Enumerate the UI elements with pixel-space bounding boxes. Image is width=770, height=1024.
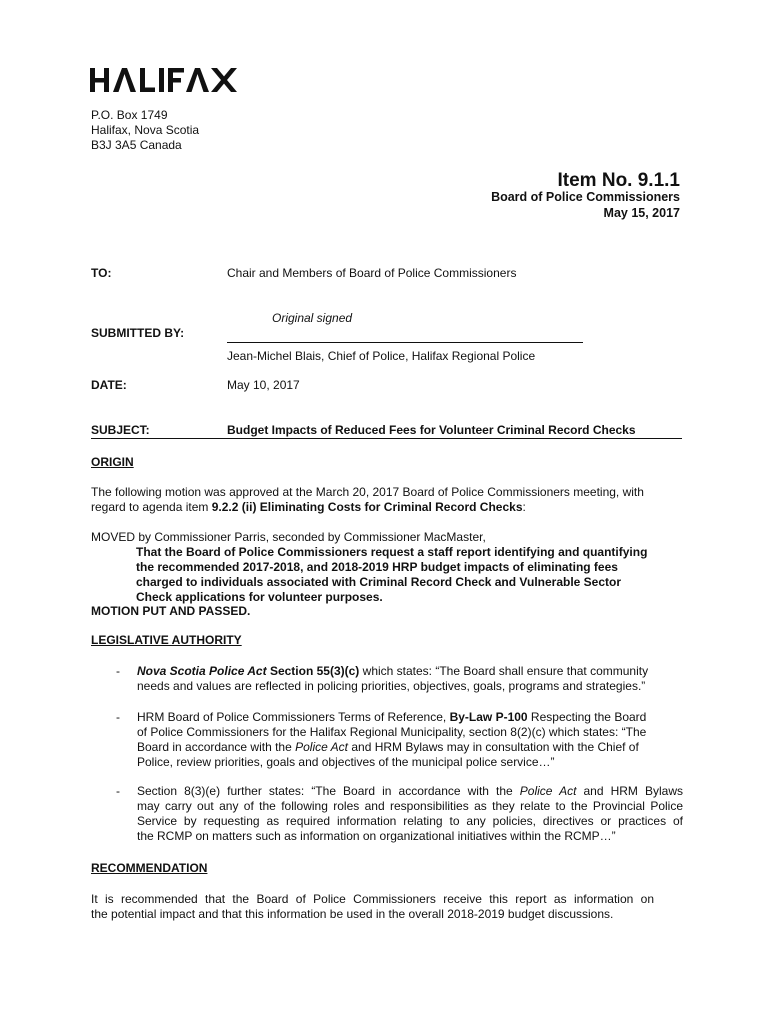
date-value: May 10, 2017 — [227, 378, 300, 392]
motion-line: Check applications for volunteer purposes. — [136, 590, 383, 604]
address-line: P.O. Box 1749 — [91, 108, 168, 122]
legislative-heading: LEGISLATIVE AUTHORITY — [91, 633, 242, 647]
recommendation-heading: RECOMMENDATION — [91, 861, 208, 875]
halifax-logo — [90, 62, 240, 96]
legislative-item-3: Section 8(3)(e) further states: “The Board in accordance with the Police Act and HRM Bylaws may carry out any of the following roles and responsibilities as they relate to the Provincial Police Service by requesting as required information relating to any policies, directives or practices of the RCMP on matters such as information on organizational initiatives within the RCMP…” — [137, 784, 683, 843]
motion-line: the recommended 2017-2018, and 2018-2019 HRP budget impacts of eliminating fees — [136, 560, 618, 574]
bullet-dash: - — [116, 784, 120, 798]
item-number: Item No. 9.1.1 — [557, 170, 680, 191]
legislative-item-1: Nova Scotia Police Act Section 55(3)(c) which states: “The Board shall ensure that community needs and values are reflected in policing priorities, objectives, goals, programs and strategies.” — [137, 664, 649, 693]
signature-note: Original signed — [272, 311, 353, 325]
mailing-address — [91, 108, 199, 153]
submitted-by-value: Jean-Michel Blais, Chief of Police, Halifax Regional Police — [227, 349, 536, 363]
recommendation-line: the potential impact and that this information be used in the overall 2018-2019 budget discussions. — [91, 907, 614, 921]
meeting-date: May 15, 2017 — [603, 206, 680, 220]
address-line: B3J 3A5 Canada — [91, 138, 182, 152]
act-name: Nova Scotia Police Act — [137, 664, 267, 678]
to-value: Chair and Members of Board of Police Commissioners — [227, 266, 517, 280]
subject-label: SUBJECT: — [91, 423, 150, 437]
legislative-item-2: HRM Board of Police Commissioners Terms of Reference, By-Law P-100 Respecting the Board of Police Commissioners for the Halifax Regional Municipality, section 8(2)(c) which states: “The Board in accordance with the Police Act and HRM Bylaws may in consultation with the Chief of Police, review priorities, goals and objectives of the municipal police service…” — [137, 710, 647, 769]
subject-value: Budget Impacts of Reduced Fees for Volunteer Criminal Record Checks — [227, 423, 636, 437]
motion-line: That the Board of Police Commissioners request a staff report identifying and quantifying — [136, 545, 648, 559]
origin-line: regard to agenda item 9.2.2 (ii) Eliminating Costs for Criminal Record Checks: — [91, 500, 526, 514]
submitted-by-label: SUBMITTED BY: — [91, 326, 185, 340]
subject-divider — [91, 438, 682, 439]
bullet-dash: - — [116, 664, 120, 678]
origin-line: The following motion was approved at the March 20, 2017 Board of Police Commissioners meeting, with — [91, 485, 644, 499]
halifax-logo-mark — [90, 62, 240, 96]
motion-line: charged to individuals associated with Criminal Record Check and Vulnerable Sector — [136, 575, 622, 589]
motion-text — [136, 545, 684, 605]
bullet-dash: - — [116, 710, 120, 724]
date-label: DATE: — [91, 378, 127, 392]
bylaw-ref: By-Law P-100 — [449, 710, 528, 724]
board-name: Board of Police Commissioners — [491, 190, 680, 204]
agenda-item-ref: 9.2.2 (ii) Eliminating Costs for Criminal Record Checks — [211, 500, 523, 514]
recommendation-paragraph — [91, 892, 654, 922]
recommendation-line: It is recommended that the Board of Police Commissioners receive this report as information on — [91, 892, 654, 906]
motion-passed: MOTION PUT AND PASSED. — [91, 604, 251, 618]
to-label: TO: — [91, 266, 112, 280]
moved-line: MOVED by Commissioner Parris, seconded by Commissioner MacMaster, — [91, 530, 486, 544]
origin-heading: ORIGIN — [91, 455, 134, 469]
address-line: Halifax, Nova Scotia — [91, 123, 200, 137]
signature-line — [227, 342, 583, 343]
origin-paragraph — [91, 485, 683, 515]
